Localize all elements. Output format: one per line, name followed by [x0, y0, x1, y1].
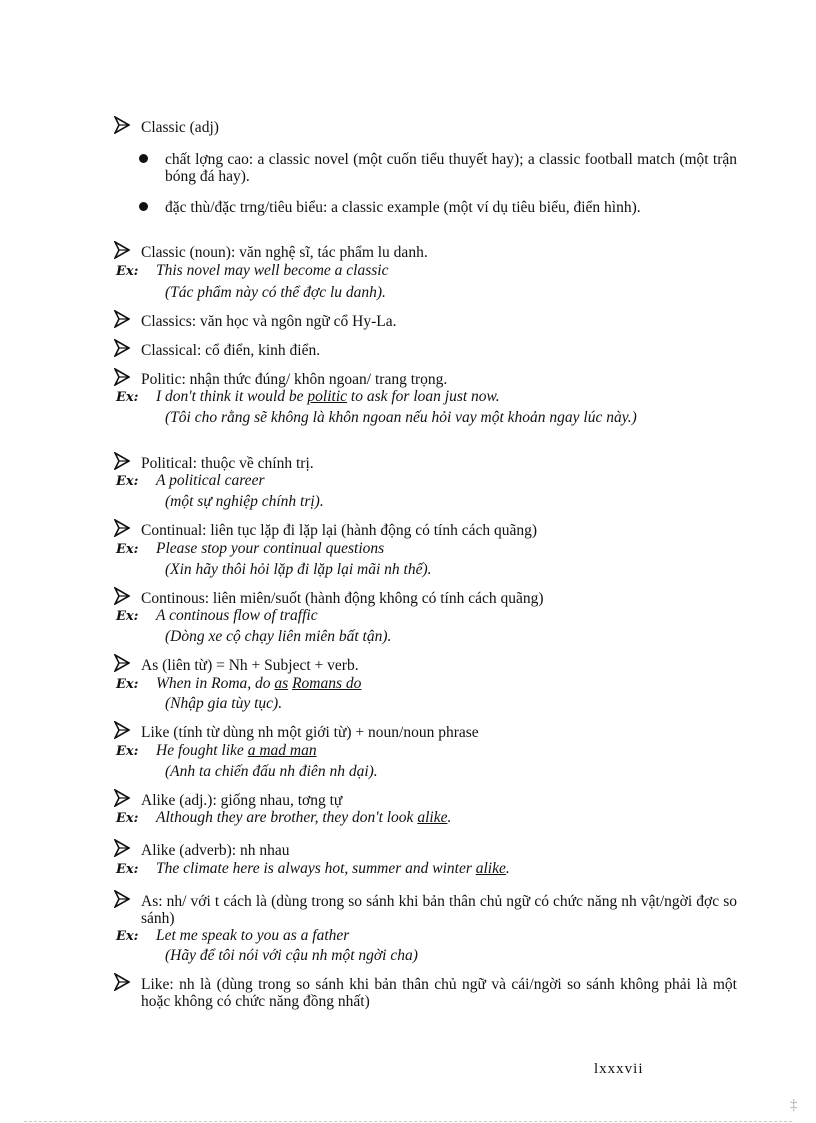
- example-underlined: Romans do: [292, 675, 362, 692]
- example-text: This novel may well become a classic: [156, 262, 389, 279]
- translation-line: (Xin hãy thôi hỏi lặp đi lặp lại mãi nh thế).: [165, 561, 432, 578]
- example-line: [116, 927, 737, 945]
- example-line: [116, 472, 737, 490]
- example-text: Let me speak to you as a father: [156, 927, 350, 944]
- entry-head: Continous: liên miên/suốt (hành động không có tính cách quãng): [141, 590, 544, 607]
- example-label: Ex:: [116, 862, 139, 877]
- example-text-post: .: [447, 809, 452, 826]
- example-label: Ex:: [116, 542, 139, 557]
- example-text-pre: When in Roma, do: [156, 675, 275, 692]
- entry-head: Classical: cổ điển, kinh điển.: [141, 342, 321, 359]
- example-underlined: alike: [475, 860, 506, 877]
- example-text-pre: I don't think it would be: [156, 388, 308, 405]
- arrow-bullet-icon: [114, 368, 130, 386]
- entry-political: [141, 455, 737, 472]
- example-line: [116, 860, 737, 878]
- example-label: Ex:: [116, 811, 139, 826]
- example-label: Ex:: [116, 744, 139, 759]
- entry-like-preposition: [141, 724, 737, 741]
- arrow-bullet-icon: [114, 973, 130, 991]
- entry-head: Politic: nhận thức đúng/ khôn ngoan/ trang trọng.: [141, 371, 448, 388]
- example-text-post: .: [505, 860, 510, 877]
- entry-head: As: nh/ với t cách là (dùng trong so sánh khi bản thân chủ ngữ có chức năng nh vật/ngời đợc so sánh): [141, 893, 737, 927]
- entry-head: Alike (adj.): giống nhau, tơng tự: [141, 792, 343, 809]
- entry-head: Like (tính từ dùng nh một giới từ) + noun/noun phrase: [141, 724, 479, 741]
- bullet-text: đặc thù/đặc trng/tiêu biểu: a classic example (một ví dụ tiêu biểu, điển hình).: [165, 199, 641, 216]
- example-underlined: alike: [417, 809, 448, 826]
- example-label: Ex:: [116, 390, 139, 405]
- arrow-bullet-icon: [114, 839, 130, 857]
- entry-head: Classics: văn học và ngôn ngữ cổ Hy-La.: [141, 313, 397, 330]
- arrow-bullet-icon: [114, 310, 130, 328]
- translation-line: (Tôi cho rằng sẽ không là khôn ngoan nếu hỏi vay một khoản ngay lúc này.): [165, 409, 637, 426]
- example-label: Ex:: [116, 677, 139, 692]
- example-text-pre: He fought like: [156, 742, 248, 759]
- corner-mark: ‡: [790, 1097, 798, 1113]
- entry-as-conjunction: [141, 657, 737, 674]
- bullet-dot-icon: [139, 154, 148, 163]
- example-text: A political career: [156, 472, 265, 489]
- example-label: Ex:: [116, 474, 139, 489]
- page-number: lxxxvii: [594, 1061, 644, 1077]
- translation-line: (Anh ta chiến đấu nh điên nh dại).: [165, 763, 378, 780]
- arrow-bullet-icon: [114, 339, 130, 357]
- entry-head: Alike (adverb): nh nhau: [141, 842, 290, 859]
- example-label: Ex:: [116, 264, 139, 279]
- entry-like-compare: [141, 976, 737, 1010]
- example-underlined: politic: [307, 388, 348, 405]
- example-text-post: to ask for loan just now.: [347, 388, 500, 405]
- bullet-dot-icon: [139, 202, 148, 211]
- example-line: [116, 607, 737, 625]
- entry-head: As (liên từ) = Nh + Subject + verb.: [141, 657, 359, 674]
- sub-bullet-classic-quality: [165, 151, 737, 185]
- translation-line: (một sự nghiệp chính trị).: [165, 493, 324, 510]
- translation-line: (Tác phẩm này có thể đợc lu danh).: [165, 284, 386, 301]
- example-line: [116, 675, 737, 693]
- bullet-text: chất lợng cao: a classic novel (một cuốn tiểu thuyết hay); a classic football match (một trận bóng đá hay).: [165, 151, 737, 185]
- entry-continual: [141, 522, 737, 539]
- arrow-bullet-icon: [114, 721, 130, 739]
- arrow-bullet-icon: [114, 890, 130, 908]
- arrow-bullet-icon: [114, 654, 130, 672]
- entry-classic-adj: [141, 119, 737, 136]
- example-line: [116, 388, 737, 406]
- arrow-bullet-icon: [114, 587, 130, 605]
- sub-bullet-classic-typical: [165, 199, 737, 216]
- entry-head: Like: nh là (dùng trong so sánh khi bản thân chủ ngữ và cái/ngời so sánh không phải là một hoặc không có chức năng đồng nhất): [141, 976, 737, 1010]
- entry-alike-adverb: [141, 842, 737, 859]
- arrow-bullet-icon: [114, 241, 130, 259]
- example-line: [116, 809, 737, 827]
- example-label: Ex:: [116, 929, 139, 944]
- entry-head: Classic (adj): [141, 119, 219, 136]
- entry-head: Classic (noun): văn nghệ sĩ, tác phẩm lu danh.: [141, 244, 428, 261]
- example-underlined: as: [274, 675, 289, 692]
- entry-alike-adj: [141, 792, 737, 809]
- entry-classics: [141, 313, 737, 330]
- example-text-pre: The climate here is always hot, summer and winter: [156, 860, 476, 877]
- example-label: Ex:: [116, 609, 139, 624]
- translation-line: (Dòng xe cộ chạy liên miên bất tận).: [165, 628, 392, 645]
- arrow-bullet-icon: [114, 116, 130, 134]
- entry-classic-noun: [141, 244, 737, 261]
- translation-line: (Hãy để tôi nói với cậu nh một ngời cha): [165, 947, 418, 964]
- example-text: A continous flow of traffic: [156, 607, 318, 624]
- example-text: Please stop your continual questions: [156, 540, 385, 557]
- page-bottom-rule: [24, 1121, 792, 1122]
- translation-line: (Nhập gia tùy tục).: [165, 695, 283, 712]
- example-text-pre: Although they are brother, they don't look: [156, 809, 418, 826]
- arrow-bullet-icon: [114, 789, 130, 807]
- arrow-bullet-icon: [114, 519, 130, 537]
- entry-classical: [141, 342, 737, 359]
- entry-continous: [141, 590, 737, 607]
- entry-politic: [141, 371, 737, 388]
- example-underlined: a mad man: [247, 742, 317, 759]
- example-line: [116, 742, 737, 760]
- entry-as-role: [141, 893, 737, 927]
- arrow-bullet-icon: [114, 452, 130, 470]
- example-line: [116, 262, 737, 280]
- entry-head: Continual: liên tục lặp đi lặp lại (hành động có tính cách quãng): [141, 522, 538, 539]
- entry-head: Political: thuộc về chính trị.: [141, 455, 314, 472]
- example-line: [116, 540, 737, 558]
